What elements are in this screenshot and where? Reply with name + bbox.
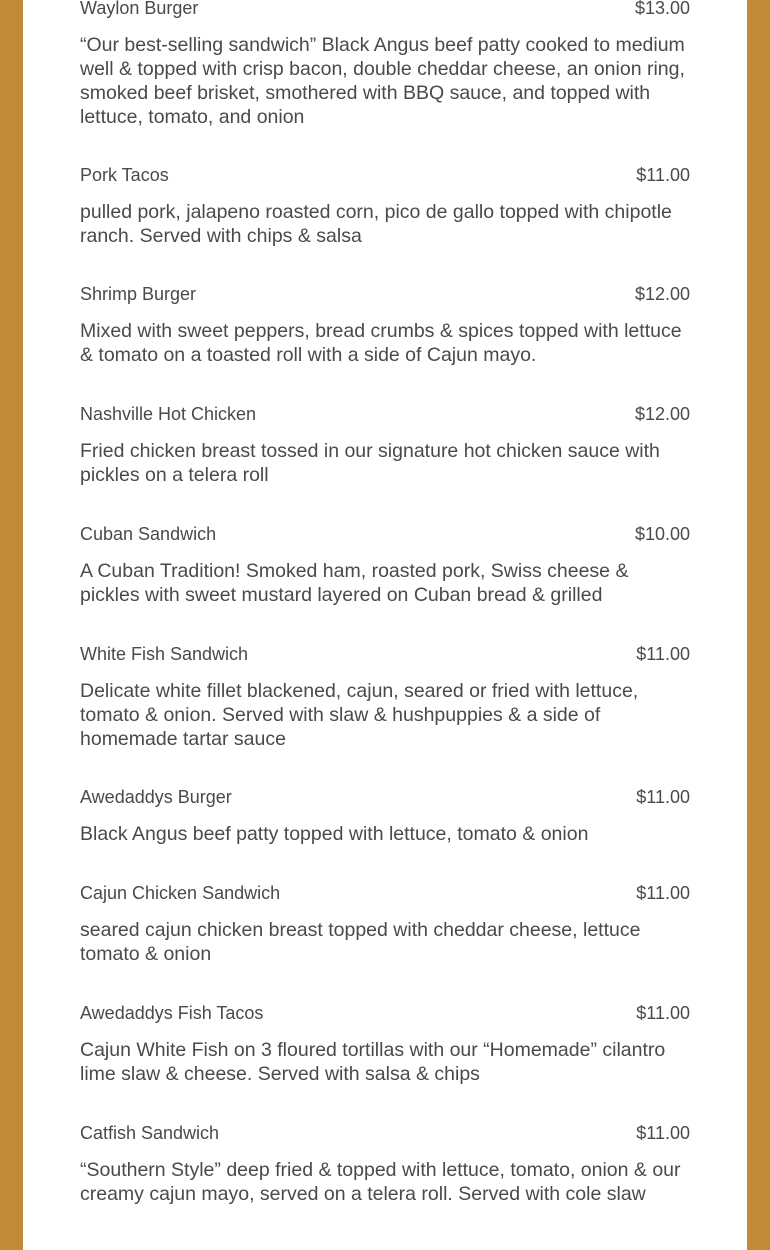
menu-item-price: $11.00 (636, 1123, 690, 1143)
menu-item-price: $11.00 (636, 883, 690, 903)
menu-item-name: Awedaddys Fish Tacos (80, 1003, 264, 1023)
menu-item-header (80, 164, 690, 186)
menu-item-price: $11.00 (636, 165, 690, 185)
menu-item-awedaddys-fish-tacos (80, 1002, 690, 1086)
menu-item-description: “Our best-selling sandwich” Black Angus beef patty cooked to medium well & topped with crisp bacon, double cheddar cheese, an onion ring, smoked beef brisket, smothered with BBQ sauce, and topped with lettuce, tomato, and onion (80, 34, 685, 128)
menu-item-description: Cajun White Fish on 3 floured tortillas with our “Homemade” cilantro lime slaw & cheese. Served with salsa & chips (80, 1039, 666, 1085)
menu-item-header (80, 403, 690, 425)
menu-item-catfish-sandwich (80, 1122, 690, 1206)
menu-item-price: $10.00 (634, 524, 690, 544)
menu-item-awedaddys-burger (80, 786, 690, 846)
menu-item-description: seared cajun chicken breast topped with cheddar cheese, lettuce tomato & onion (80, 919, 641, 965)
menu-page (23, 0, 747, 1250)
menu-item-price: $11.00 (636, 787, 690, 807)
menu-item-header (80, 882, 690, 904)
menu-item-name: Awedaddys Burger (80, 787, 232, 807)
menu-item-waylon-burger (80, 0, 690, 129)
menu-item-price: $11.00 (636, 1003, 690, 1023)
menu-item-description: “Southern Style” deep fried & topped with lettuce, tomato, onion & our creamy cajun mayo, served on a telera roll. Served with cole slaw (80, 1159, 681, 1205)
menu-item-name: Pork Tacos (80, 165, 169, 185)
menu-item-header (80, 523, 690, 545)
menu-item-name: Catfish Sandwich (80, 1123, 220, 1143)
menu-item-name: Cajun Chicken Sandwich (80, 883, 281, 903)
menu-item-name: Cuban Sandwich (80, 524, 217, 544)
menu-item-description: Mixed with sweet peppers, bread crumbs & spices topped with lettuce & tomato on a toasted roll with a side of Cajun mayo. (80, 320, 682, 366)
menu-item-name: Shrimp Burger (80, 284, 197, 304)
menu-item-header (80, 643, 690, 665)
menu-item-pork-tacos (80, 164, 690, 248)
menu-item-description: A Cuban Tradition! Smoked ham, roasted pork, Swiss cheese & pickles with sweet mustard layered on Cuban bread & grilled (80, 560, 629, 606)
menu-item-price: $12.00 (634, 404, 690, 424)
menu-item-price: $11.00 (636, 644, 690, 664)
menu-item-price: $13.00 (634, 0, 690, 18)
menu-item-description: Black Angus beef patty topped with lettuce, tomato & onion (80, 823, 589, 845)
menu-item-price: $12.00 (634, 284, 690, 304)
menu-item-description: pulled pork, jalapeno roasted corn, pico de gallo topped with chipotle ranch. Served with chips & salsa (80, 201, 672, 247)
menu-item-nashville-hot-chicken (80, 403, 690, 487)
menu-item-shrimp-burger (80, 283, 690, 367)
menu-item-white-fish-sandwich (80, 643, 690, 751)
menu-item-header (80, 1002, 690, 1024)
menu-item-name: Waylon Burger (80, 0, 199, 18)
menu-item-description: Delicate white fillet blackened, cajun, seared or fried with lettuce, tomato & onion. Served with slaw & hushpuppies & a side of homemade tartar sauce (80, 680, 639, 750)
menu-item-name: Nashville Hot Chicken (80, 404, 257, 424)
menu-item-header (80, 786, 690, 808)
menu-item-cuban-sandwich (80, 523, 690, 607)
menu-item-header (80, 0, 690, 19)
menu-item-name: White Fish Sandwich (80, 644, 249, 664)
menu-item-cajun-chicken-sandwich (80, 882, 690, 966)
menu-item-description: Fried chicken breast tossed in our signature hot chicken sauce with pickles on a telera roll (80, 440, 660, 486)
menu-item-header (80, 1122, 690, 1144)
menu-item-header (80, 283, 690, 305)
